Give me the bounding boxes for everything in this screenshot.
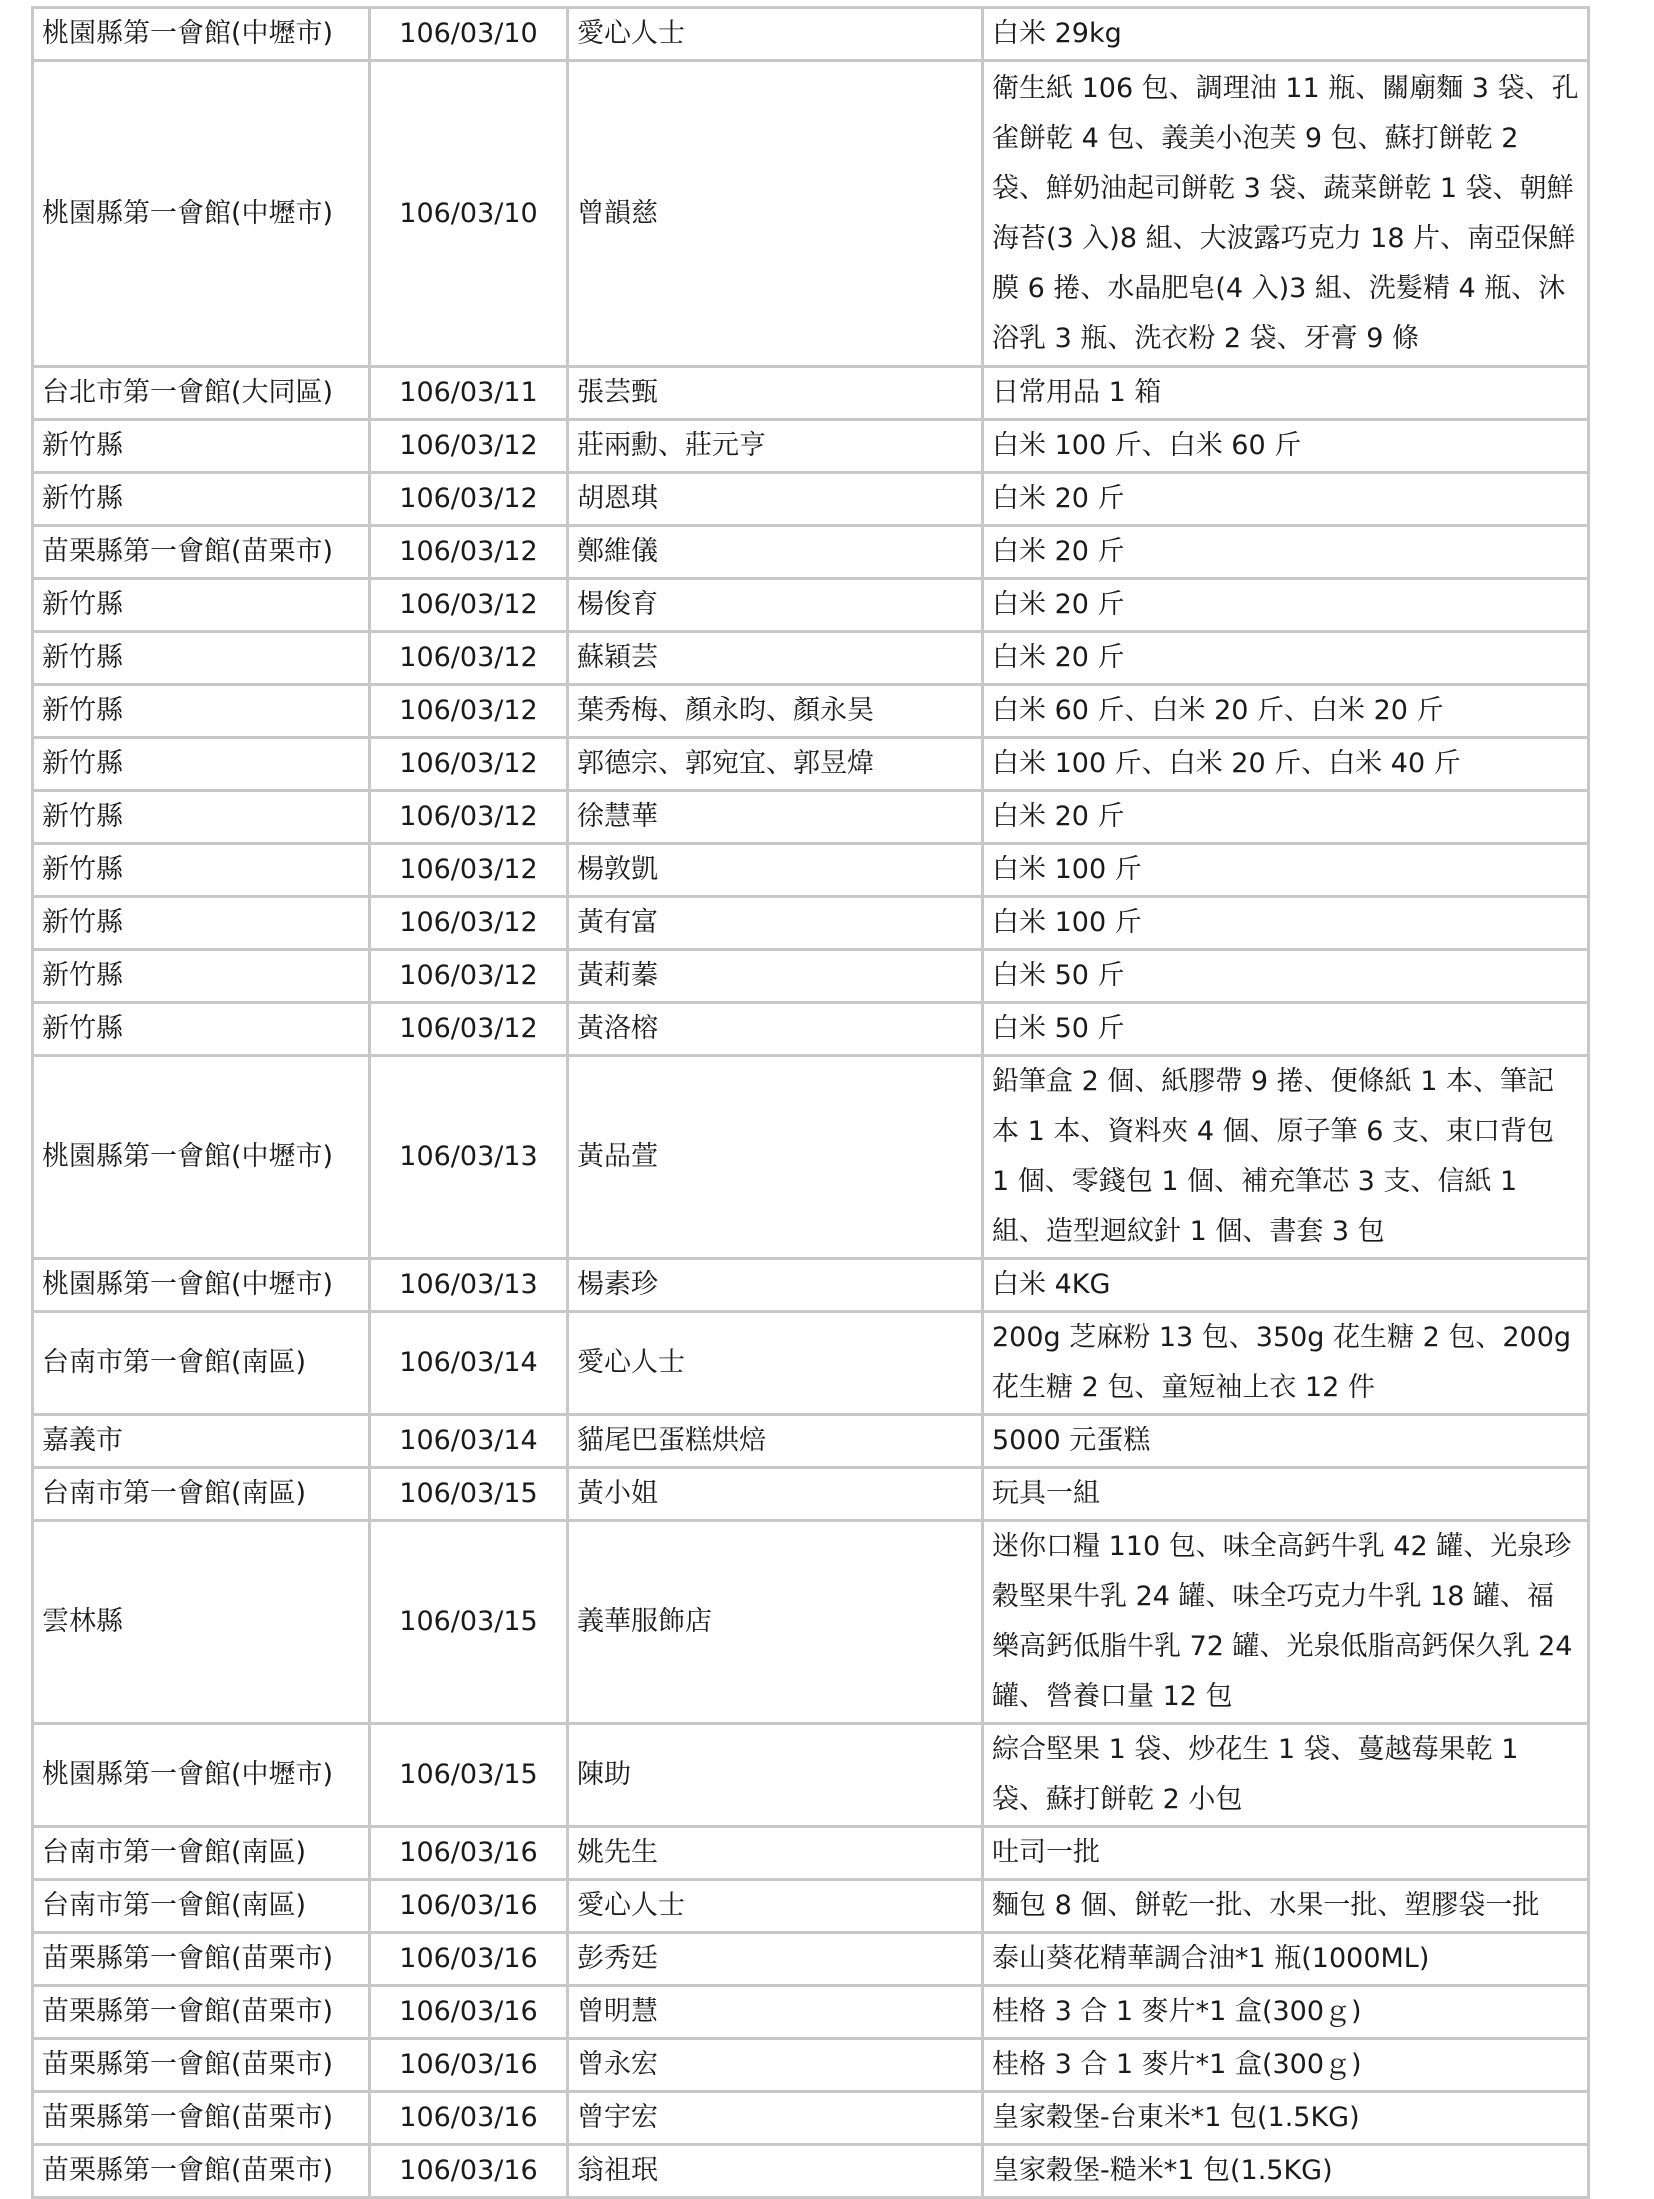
date-cell: 106/03/11: [370, 367, 568, 420]
donor-cell: 黃有富: [568, 897, 983, 950]
donor-cell: 曾宇宏: [568, 2092, 983, 2145]
items-cell: 玩具一組: [983, 1468, 1589, 1521]
location-cell: 新竹縣: [33, 791, 370, 844]
table-row: [33, 579, 1589, 632]
donor-cell: 楊敦凱: [568, 844, 983, 897]
items-cell: 5000 元蛋糕: [983, 1415, 1589, 1468]
items-cell: 桂格 3 合 1 麥片*1 盒(300ｇ): [983, 2039, 1589, 2092]
date-cell: 106/03/13: [370, 1056, 568, 1259]
table-row: [33, 420, 1589, 473]
donor-cell: 葉秀梅、顏永昀、顏永昊: [568, 685, 983, 738]
location-cell: 桃園縣第一會館(中壢市): [33, 1259, 370, 1312]
date-cell: 106/03/12: [370, 579, 568, 632]
location-cell: 台南市第一會館(南區): [33, 1312, 370, 1415]
donor-cell: 黃品萱: [568, 1056, 983, 1259]
donor-cell: 黃洛榕: [568, 1003, 983, 1056]
items-cell: 白米 20 斤: [983, 473, 1589, 526]
location-cell: 台南市第一會館(南區): [33, 1468, 370, 1521]
date-cell: 106/03/16: [370, 2039, 568, 2092]
donor-cell: 莊兩勳、莊元亨: [568, 420, 983, 473]
date-cell: 106/03/12: [370, 897, 568, 950]
donor-cell: 張芸甄: [568, 367, 983, 420]
date-cell: 106/03/12: [370, 844, 568, 897]
items-cell: 白米 50 斤: [983, 950, 1589, 1003]
items-cell: 麵包 8 個、餅乾一批、水果一批、塑膠袋一批: [983, 1880, 1589, 1933]
donor-cell: 陳助: [568, 1724, 983, 1827]
date-cell: 106/03/16: [370, 1880, 568, 1933]
location-cell: 台北市第一會館(大同區): [33, 367, 370, 420]
items-cell: 白米 20 斤: [983, 791, 1589, 844]
donor-cell: 翁祖珉: [568, 2145, 983, 2198]
donor-cell: 楊俊育: [568, 579, 983, 632]
table-row: [33, 1468, 1589, 1521]
items-cell: 泰山葵花精華調合油*1 瓶(1000ML): [983, 1933, 1589, 1986]
location-cell: 桃園縣第一會館(中壢市): [33, 61, 370, 367]
donor-cell: 楊素珍: [568, 1259, 983, 1312]
table-row: [33, 1056, 1589, 1259]
location-cell: 新竹縣: [33, 1003, 370, 1056]
date-cell: 106/03/12: [370, 950, 568, 1003]
table-row: [33, 950, 1589, 1003]
items-cell: 200g 芝麻粉 13 包、350g 花生糖 2 包、200g 花生糖 2 包、童短袖上衣 12 件: [983, 1312, 1589, 1415]
table-row: [33, 1259, 1589, 1312]
table-row: [33, 738, 1589, 791]
items-cell: 白米 60 斤、白米 20 斤、白米 20 斤: [983, 685, 1589, 738]
table-row: [33, 1827, 1589, 1880]
location-cell: 苗栗縣第一會館(苗栗市): [33, 526, 370, 579]
items-cell: 白米 29kg: [983, 8, 1589, 61]
table-row: [33, 1880, 1589, 1933]
donor-cell: 貓尾巴蛋糕烘焙: [568, 1415, 983, 1468]
location-cell: 台南市第一會館(南區): [33, 1880, 370, 1933]
location-cell: 台南市第一會館(南區): [33, 1827, 370, 1880]
location-cell: 苗栗縣第一會館(苗栗市): [33, 2092, 370, 2145]
table-row: [33, 1415, 1589, 1468]
date-cell: 106/03/12: [370, 473, 568, 526]
location-cell: 桃園縣第一會館(中壢市): [33, 1724, 370, 1827]
date-cell: 106/03/12: [370, 526, 568, 579]
donor-cell: 黃莉蓁: [568, 950, 983, 1003]
table-row: [33, 8, 1589, 61]
table-row: [33, 632, 1589, 685]
donor-cell: 黃小姐: [568, 1468, 983, 1521]
table-row: [33, 1724, 1589, 1827]
items-cell: 白米 20 斤: [983, 579, 1589, 632]
items-cell: 白米 4KG: [983, 1259, 1589, 1312]
date-cell: 106/03/12: [370, 791, 568, 844]
location-cell: 桃園縣第一會館(中壢市): [33, 1056, 370, 1259]
location-cell: 苗栗縣第一會館(苗栗市): [33, 2145, 370, 2198]
location-cell: 新竹縣: [33, 844, 370, 897]
table-row: [33, 1933, 1589, 1986]
date-cell: 106/03/10: [370, 8, 568, 61]
donor-cell: 蘇穎芸: [568, 632, 983, 685]
location-cell: 新竹縣: [33, 738, 370, 791]
location-cell: 新竹縣: [33, 420, 370, 473]
location-cell: 新竹縣: [33, 632, 370, 685]
date-cell: 106/03/16: [370, 2145, 568, 2198]
location-cell: 新竹縣: [33, 473, 370, 526]
donor-cell: 愛心人士: [568, 1880, 983, 1933]
date-cell: 106/03/12: [370, 1003, 568, 1056]
donor-cell: 彭秀廷: [568, 1933, 983, 1986]
table-row: [33, 1312, 1589, 1415]
table-row: [33, 2039, 1589, 2092]
location-cell: 新竹縣: [33, 685, 370, 738]
table-row: [33, 367, 1589, 420]
table-row: [33, 1521, 1589, 1724]
donation-table-body: [33, 8, 1589, 2198]
location-cell: 新竹縣: [33, 897, 370, 950]
date-cell: 106/03/16: [370, 1933, 568, 1986]
date-cell: 106/03/15: [370, 1468, 568, 1521]
location-cell: 苗栗縣第一會館(苗栗市): [33, 1986, 370, 2039]
donor-cell: 徐慧華: [568, 791, 983, 844]
items-cell: 白米 50 斤: [983, 1003, 1589, 1056]
donor-cell: 胡恩琪: [568, 473, 983, 526]
items-cell: 吐司一批: [983, 1827, 1589, 1880]
table-row: [33, 791, 1589, 844]
donor-cell: 郭德宗、郭宛宜、郭昱煒: [568, 738, 983, 791]
table-row: [33, 685, 1589, 738]
date-cell: 106/03/16: [370, 1827, 568, 1880]
donor-cell: 曾永宏: [568, 2039, 983, 2092]
table-row: [33, 1986, 1589, 2039]
date-cell: 106/03/13: [370, 1259, 568, 1312]
items-cell: 日常用品 1 箱: [983, 367, 1589, 420]
location-cell: 苗栗縣第一會館(苗栗市): [33, 2039, 370, 2092]
donor-cell: 鄭維儀: [568, 526, 983, 579]
date-cell: 106/03/12: [370, 420, 568, 473]
items-cell: 綜合堅果 1 袋、炒花生 1 袋、蔓越莓果乾 1 袋、蘇打餅乾 2 小包: [983, 1724, 1589, 1827]
location-cell: 桃園縣第一會館(中壢市): [33, 8, 370, 61]
date-cell: 106/03/15: [370, 1724, 568, 1827]
location-cell: 苗栗縣第一會館(苗栗市): [33, 1933, 370, 1986]
date-cell: 106/03/12: [370, 632, 568, 685]
date-cell: 106/03/12: [370, 738, 568, 791]
items-cell: 皇家穀堡-糙米*1 包(1.5KG): [983, 2145, 1589, 2198]
date-cell: 106/03/16: [370, 2092, 568, 2145]
items-cell: 白米 100 斤、白米 20 斤、白米 40 斤: [983, 738, 1589, 791]
donor-cell: 愛心人士: [568, 1312, 983, 1415]
location-cell: 嘉義市: [33, 1415, 370, 1468]
items-cell: 皇家穀堡-台東米*1 包(1.5KG): [983, 2092, 1589, 2145]
location-cell: 新竹縣: [33, 579, 370, 632]
location-cell: 雲林縣: [33, 1521, 370, 1724]
table-row: [33, 526, 1589, 579]
donor-cell: 姚先生: [568, 1827, 983, 1880]
donor-cell: 愛心人士: [568, 8, 983, 61]
items-cell: 鉛筆盒 2 個、紙膠帶 9 捲、便條紙 1 本、筆記本 1 本、資料夾 4 個、原子筆 6 支、束口背包 1 個、零錢包 1 個、補充筆芯 3 支、信紙 1 組、造型迴紋針 1 個、書套 3 包: [983, 1056, 1589, 1259]
items-cell: 白米 100 斤: [983, 897, 1589, 950]
donor-cell: 義華服飾店: [568, 1521, 983, 1724]
items-cell: 白米 100 斤、白米 60 斤: [983, 420, 1589, 473]
table-row: [33, 897, 1589, 950]
table-row: [33, 2092, 1589, 2145]
date-cell: 106/03/16: [370, 1986, 568, 2039]
table-row: [33, 844, 1589, 897]
items-cell: 衛生紙 106 包、調理油 11 瓶、關廟麵 3 袋、孔雀餅乾 4 包、義美小泡芙 9 包、蘇打餅乾 2 袋、鮮奶油起司餅乾 3 袋、蔬菜餅乾 1 袋、朝鮮海苔(3 入)8 組、大波露巧克力 18 片、南亞保鮮膜 6 捲、水晶肥皂(4 入)3 組、洗髮精 4 瓶、沐浴乳 3 瓶、洗衣粉 2 袋、牙膏 9 條: [983, 61, 1589, 367]
items-cell: 迷你口糧 110 包、味全高鈣牛乳 42 罐、光泉珍穀堅果牛乳 24 罐、味全巧克力牛乳 18 罐、福樂高鈣低脂牛乳 72 罐、光泉低脂高鈣保久乳 24 罐、營養口量 12 包: [983, 1521, 1589, 1724]
items-cell: 白米 20 斤: [983, 632, 1589, 685]
date-cell: 106/03/14: [370, 1312, 568, 1415]
items-cell: 白米 100 斤: [983, 844, 1589, 897]
items-cell: 白米 20 斤: [983, 526, 1589, 579]
donation-table: [31, 6, 1590, 2199]
items-cell: 桂格 3 合 1 麥片*1 盒(300ｇ): [983, 1986, 1589, 2039]
date-cell: 106/03/12: [370, 685, 568, 738]
donor-cell: 曾韻慈: [568, 61, 983, 367]
table-row: [33, 2145, 1589, 2198]
donor-cell: 曾明慧: [568, 1986, 983, 2039]
date-cell: 106/03/15: [370, 1521, 568, 1724]
date-cell: 106/03/10: [370, 61, 568, 367]
date-cell: 106/03/14: [370, 1415, 568, 1468]
location-cell: 新竹縣: [33, 950, 370, 1003]
table-row: [33, 61, 1589, 367]
table-row: [33, 1003, 1589, 1056]
table-row: [33, 473, 1589, 526]
